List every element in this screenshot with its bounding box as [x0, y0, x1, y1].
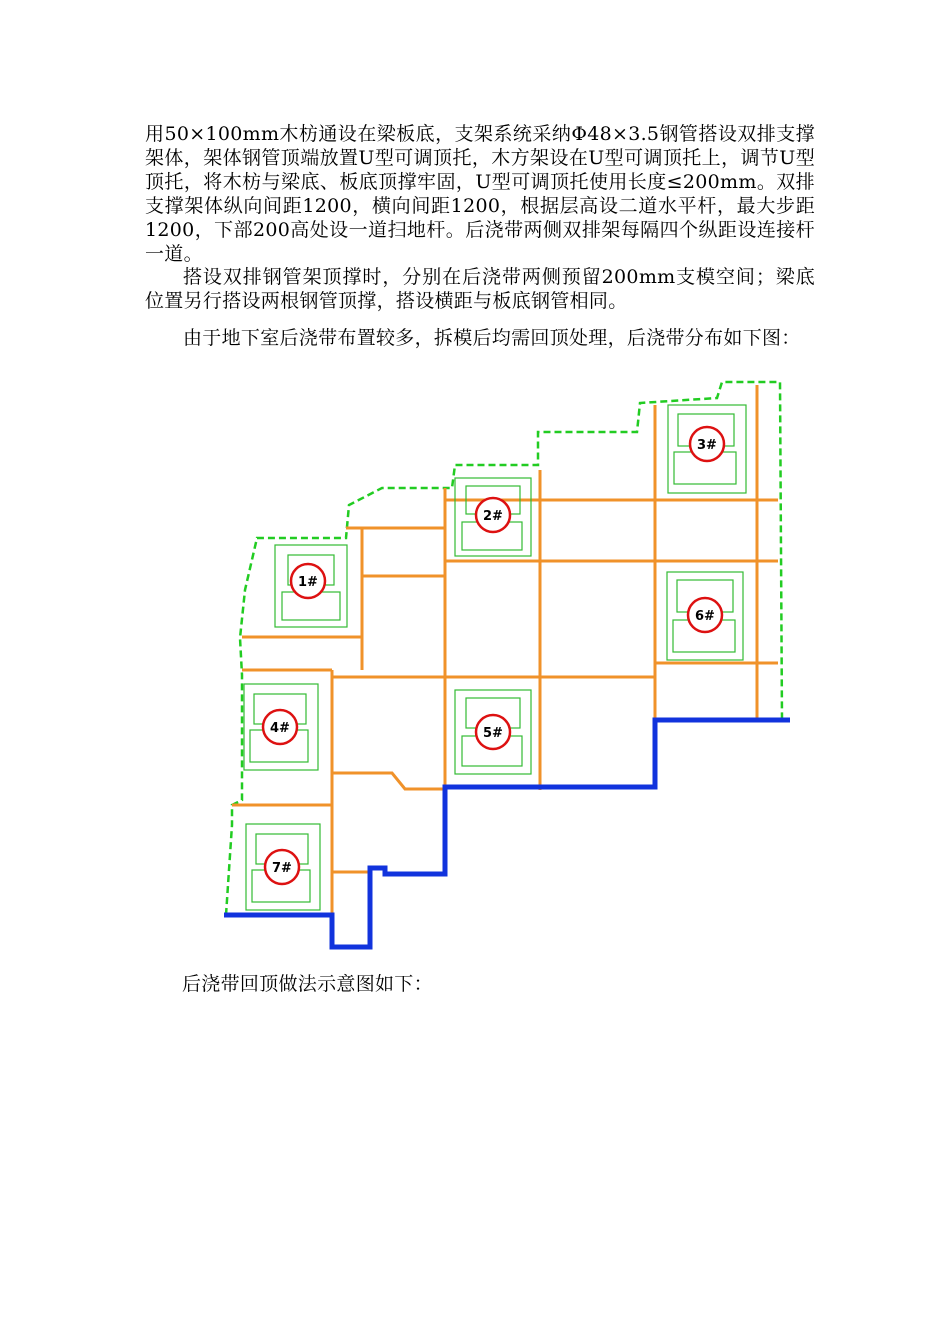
building-6-label: 6# — [695, 609, 715, 624]
paragraph-4: 后浇带回顶做法示意图如下： — [182, 973, 433, 995]
building-7-label: 7# — [272, 861, 292, 876]
site-boundary — [226, 382, 782, 915]
paragraph-2: 搭设双排钢管架顶撑时，分别在后浇带两侧预留200mm支模空间；梁底位置另行搭设两根钢管顶撑，搭设横距与板底钢管相同。 — [145, 266, 815, 312]
building-7-marker — [265, 850, 299, 884]
building-2-marker — [476, 498, 510, 532]
paragraph-1: 用50×100mm木枋通设在梁板底，支架系统采纳Φ48×3.5钢管搭设双排支撑架体，架体钢管顶端放置U型可调顶托，木方架设在U型可调顶托上，调节U型顶托，将木枋与梁底、板底顶撑牢固，U型可调顶托使用长度≤200mm。双排支撑架体纵向间距1200，横向间距1200，根据层高设二道水平杆，最大步距1200，下部200高处设一道扫地杆。后浇带两侧双排架每隔四个纵距设连接杆一道。 — [145, 123, 815, 265]
building-1-marker — [291, 564, 325, 598]
basement-wall — [224, 720, 790, 947]
building-5-label: 5# — [483, 726, 503, 741]
post-pour-strip-plan — [215, 370, 795, 955]
building-6-marker — [688, 598, 722, 632]
building-4-marker — [263, 710, 297, 744]
building-3-marker — [690, 427, 724, 461]
building-4-label: 4# — [270, 721, 290, 736]
building-3-label: 3# — [697, 438, 717, 453]
building-2-label: 2# — [483, 509, 503, 524]
paragraph-3: 由于地下室后浇带布置较多，拆模后均需回顶处理，后浇带分布如下图： — [183, 327, 801, 349]
building-1-label: 1# — [298, 575, 318, 590]
building-5-marker — [476, 715, 510, 749]
